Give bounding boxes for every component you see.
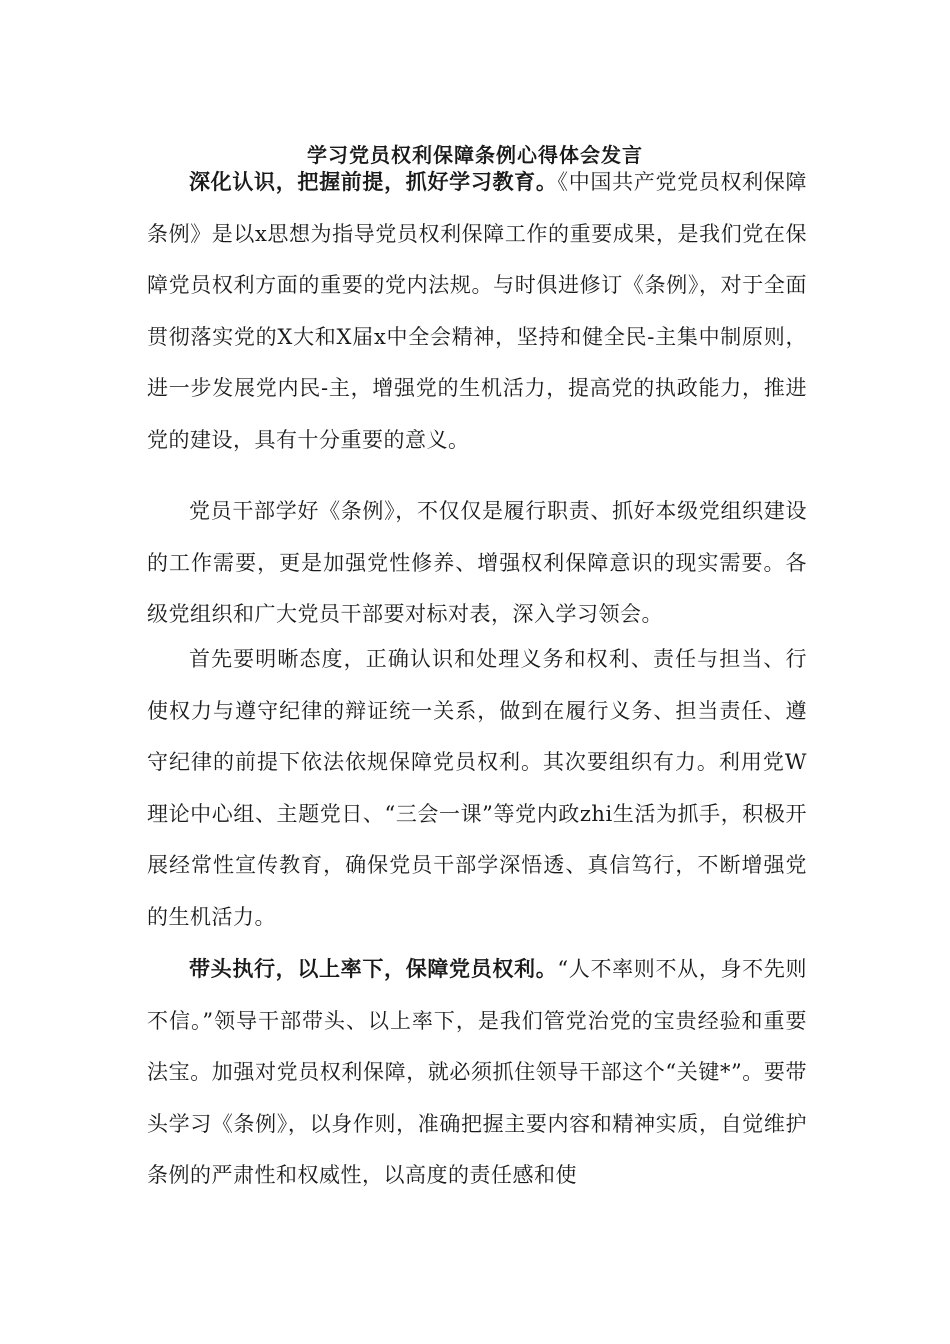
- document-title: 学习党员权利保障条例心得体会发言: [307, 143, 643, 167]
- paragraph-2: [147, 486, 807, 641]
- paragraph-1-lead: 深化认识，把握前提，抓好学习教育。: [189, 169, 558, 194]
- paragraph-4-text: “人不率则不从，身不先则不信。”领导干部带头、以上率下，是我们管党治党的宝贵经验和重要法宝。加强对党员权利保障，就必须抓住领导干部这个“关键*”。要带头学习《条例》，以身作则，准确把握主要内容和精神实质，自觉维护条例的严肃性和权威性，以高度的责任感和使: [147, 957, 807, 1187]
- paragraph-3: [147, 634, 807, 943]
- paragraph-4: [147, 943, 807, 1202]
- paragraph-1: [147, 156, 807, 466]
- paragraph-2-text: 党员干部学好《条例》，不仅仅是履行职责、抓好本级党组织建设的工作需要，更是加强党性修养、增强权利保障意识的现实需要。各级党组织和广大党员干部要对标对表，深入学习领会。: [147, 499, 807, 626]
- paragraph-1-text: 《中国共产党党员权利保障条例》是以x思想为指导党员权利保障工作的重要成果，是我们党在保障党员权利方面的重要的党内法规。与时俱进修订《条例》，对于全面贯彻落实党的X大和X届x中全会精神，坚持和健全民-主集中制原则，进一步发展党内民-主，增强党的生机活力，提高党的执政能力，推进党的建设，具有十分重要的意义。: [147, 170, 808, 452]
- paragraph-3-text: 首先要明晰态度，正确认识和处理义务和权利、责任与担当、行使权力与遵守纪律的辩证统一关系，做到在履行义务、担当责任、遵守纪律的前提下依法依规保障党员权利。其次要组织有力。利用党W理论中心组、主题党日、“三会一课”等党内政zhi生活为抓手，积极开展经常性宣传教育，确保党员干部学深悟透、真信笃行，不断增强党的生机活力。: [147, 647, 807, 929]
- paragraph-4-lead: 带头执行，以上率下，保障党员权利。: [189, 956, 558, 981]
